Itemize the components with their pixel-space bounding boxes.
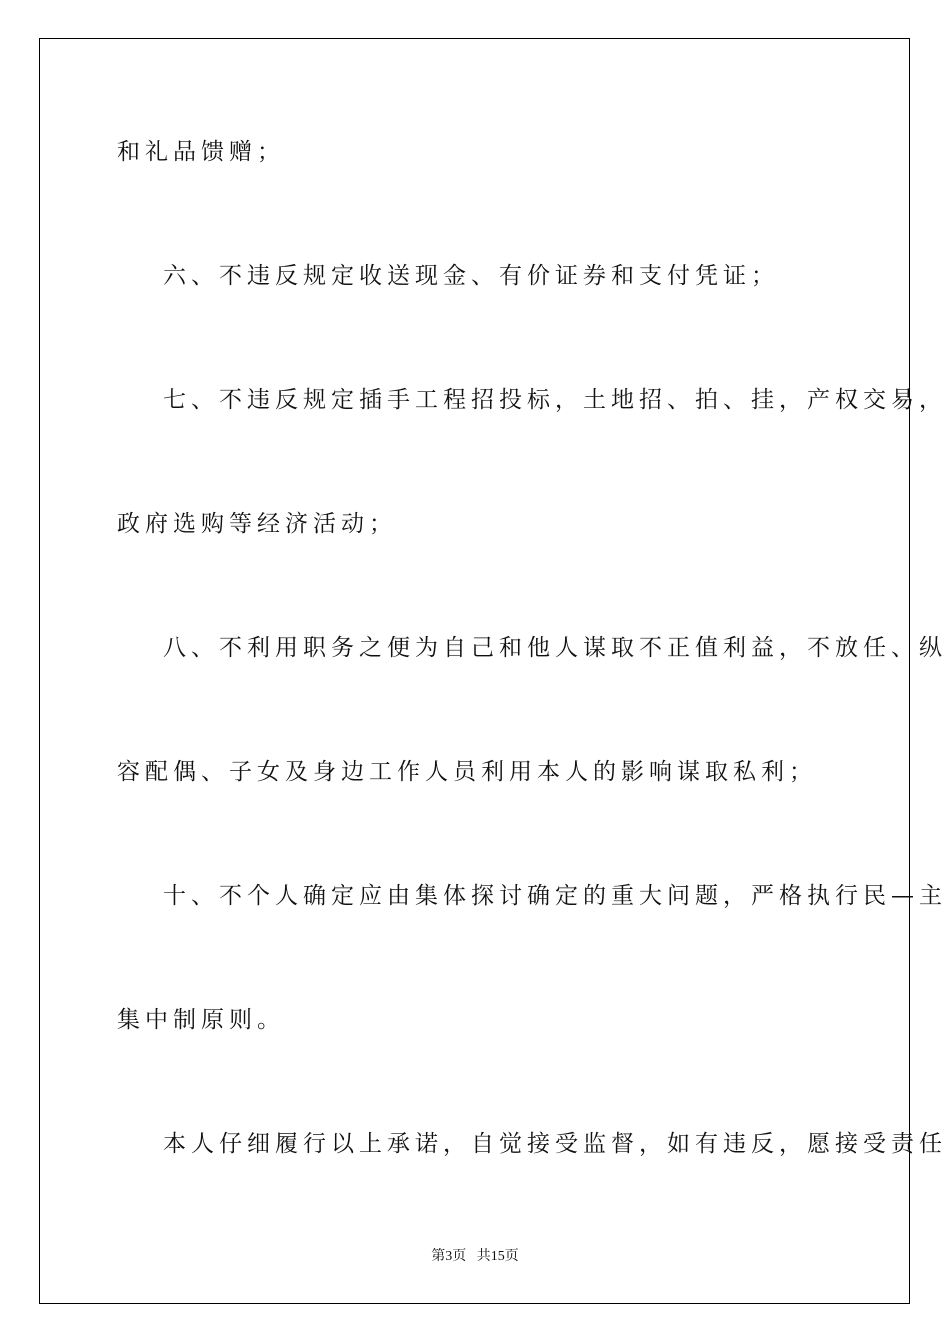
- text-line-6: 容配偶、子女及身边工作人员利用本人的影响谋取私利；: [117, 759, 817, 785]
- text-line-5: 八、不利用职务之便为自己和他人谋取不正值利益，不放任、纵: [163, 635, 947, 661]
- page-number: 第3页: [431, 1249, 467, 1264]
- page-footer: [0, 1248, 950, 1266]
- page-total: 共15页: [476, 1249, 519, 1264]
- text-line-1: 和礼品馈赠；: [117, 139, 285, 165]
- text-line-7: 十、不个人确定应由集体探讨确定的重大问题，严格执行民—主: [163, 883, 947, 909]
- text-line-3: 七、不违反规定插手工程招投标，土地招、拍、挂，产权交易，: [163, 387, 947, 413]
- page-border: [39, 38, 910, 1304]
- text-line-8: 集中制原则。: [117, 1007, 285, 1033]
- text-line-2: 六、不违反规定收送现金、有价证券和支付凭证；: [163, 263, 779, 289]
- text-line-9: 本人仔细履行以上承诺，自觉接受监督，如有违反，愿接受责任: [163, 1131, 947, 1157]
- text-line-4: 政府选购等经济活动；: [117, 511, 397, 537]
